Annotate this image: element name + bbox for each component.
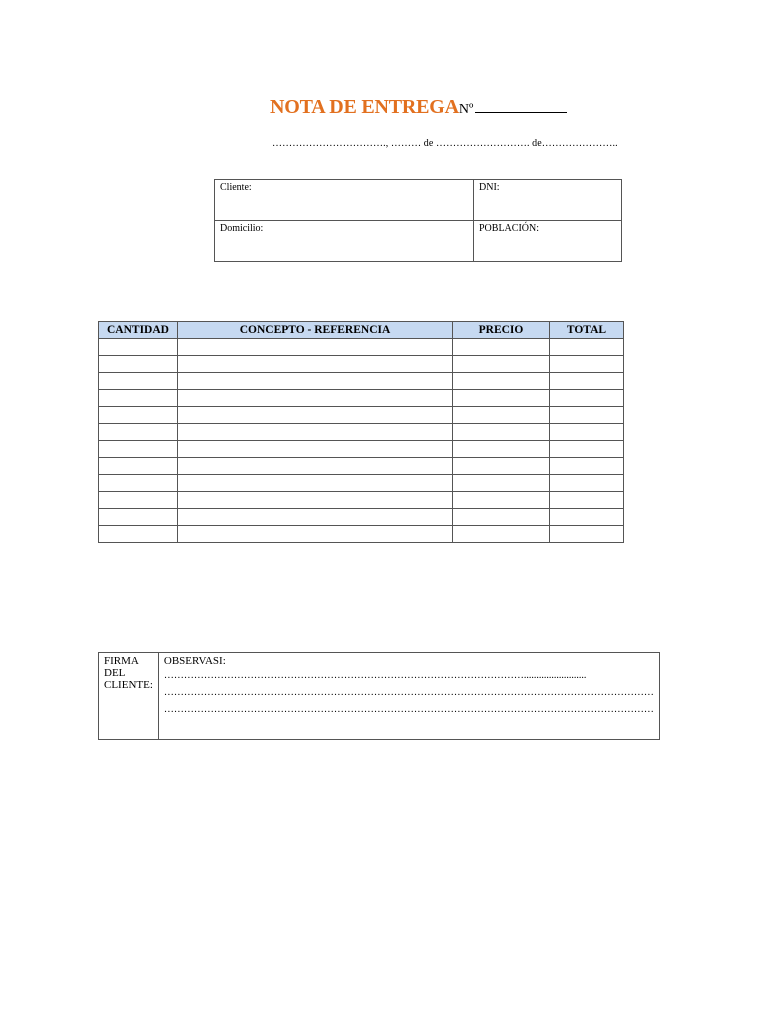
table-cell[interactable] xyxy=(453,458,550,475)
table-cell[interactable] xyxy=(550,407,624,424)
table-cell[interactable] xyxy=(453,339,550,356)
items-body xyxy=(99,339,624,543)
table-cell[interactable] xyxy=(550,424,624,441)
signature-table xyxy=(98,652,660,740)
table-cell[interactable] xyxy=(178,458,453,475)
table-cell[interactable] xyxy=(550,458,624,475)
table-cell[interactable] xyxy=(550,475,624,492)
dni-label: DNI: xyxy=(479,182,500,193)
col-precio-header: PRECIO xyxy=(453,322,550,339)
table-cell[interactable] xyxy=(550,390,624,407)
poblacion-label: POBLACIÓN: xyxy=(479,223,540,234)
table-cell[interactable] xyxy=(99,526,178,543)
table-row xyxy=(99,458,624,475)
domicilio-label: Domicilio: xyxy=(220,223,264,234)
table-cell[interactable] xyxy=(99,509,178,526)
table-cell[interactable] xyxy=(99,390,178,407)
table-cell[interactable] xyxy=(178,441,453,458)
items-table xyxy=(98,321,624,543)
table-row xyxy=(99,407,624,424)
poblacion-cell xyxy=(474,221,622,262)
table-cell[interactable] xyxy=(178,475,453,492)
table-row xyxy=(99,339,624,356)
table-cell[interactable] xyxy=(178,492,453,509)
table-cell[interactable] xyxy=(550,526,624,543)
table-cell[interactable] xyxy=(99,407,178,424)
table-cell[interactable] xyxy=(99,339,178,356)
table-cell[interactable] xyxy=(453,407,550,424)
table-cell[interactable] xyxy=(178,509,453,526)
table-cell[interactable] xyxy=(453,441,550,458)
firma-label: FIRMA DEL CLIENTE: xyxy=(104,655,153,691)
table-cell[interactable] xyxy=(99,458,178,475)
table-cell[interactable] xyxy=(99,373,178,390)
table-row xyxy=(99,475,624,492)
table-cell[interactable] xyxy=(99,441,178,458)
client-info-table xyxy=(214,179,622,262)
table-row xyxy=(99,492,624,509)
table-row xyxy=(99,390,624,407)
table-cell[interactable] xyxy=(453,526,550,543)
table-cell[interactable] xyxy=(99,424,178,441)
table-row xyxy=(99,509,624,526)
table-cell[interactable] xyxy=(453,373,550,390)
numero-label: Nº xyxy=(458,102,474,117)
table-cell[interactable] xyxy=(178,356,453,373)
numero-field-line xyxy=(475,98,567,113)
table-cell[interactable] xyxy=(453,390,550,407)
col-cantidad-header: CANTIDAD xyxy=(99,322,178,339)
table-cell[interactable] xyxy=(550,492,624,509)
table-cell[interactable] xyxy=(453,356,550,373)
date-line: ……………………………., ……… de ………………………. de………………….. xyxy=(272,138,618,149)
domicilio-cell xyxy=(215,221,474,262)
table-cell[interactable] xyxy=(453,509,550,526)
cliente-label: Cliente: xyxy=(220,182,252,193)
table-cell[interactable] xyxy=(550,441,624,458)
table-row xyxy=(99,373,624,390)
table-cell[interactable] xyxy=(453,475,550,492)
table-cell[interactable] xyxy=(99,356,178,373)
table-cell[interactable] xyxy=(178,424,453,441)
document-header xyxy=(270,96,567,119)
dni-cell xyxy=(474,180,622,221)
table-cell[interactable] xyxy=(178,526,453,543)
table-row xyxy=(99,356,624,373)
table-cell[interactable] xyxy=(178,339,453,356)
table-cell[interactable] xyxy=(178,407,453,424)
obs-line-1: ………………………………………………………………………………………………......................... xyxy=(163,670,587,681)
col-total-header: TOTAL xyxy=(550,322,624,339)
table-cell[interactable] xyxy=(99,492,178,509)
document-title: NOTA DE ENTREGA xyxy=(270,96,459,118)
table-row xyxy=(99,526,624,543)
table-cell[interactable] xyxy=(453,492,550,509)
table-cell[interactable] xyxy=(178,390,453,407)
table-row xyxy=(99,441,624,458)
table-cell[interactable] xyxy=(550,356,624,373)
table-cell[interactable] xyxy=(550,339,624,356)
table-cell[interactable] xyxy=(99,475,178,492)
table-row xyxy=(99,424,624,441)
obs-line-3: ………………………………………………………………………………………………………………………………… xyxy=(163,704,654,715)
table-cell[interactable] xyxy=(178,373,453,390)
table-cell[interactable] xyxy=(550,373,624,390)
observaciones-label: OBSERVASI: xyxy=(163,655,226,667)
observaciones-cell xyxy=(158,653,659,740)
obs-line-2: ………………………………………………………………………………………………………………………………… xyxy=(163,687,654,698)
cliente-cell xyxy=(215,180,474,221)
table-cell[interactable] xyxy=(453,424,550,441)
table-cell[interactable] xyxy=(550,509,624,526)
firma-cell xyxy=(99,653,159,740)
col-concepto-header: CONCEPTO - REFERENCIA xyxy=(178,322,453,339)
